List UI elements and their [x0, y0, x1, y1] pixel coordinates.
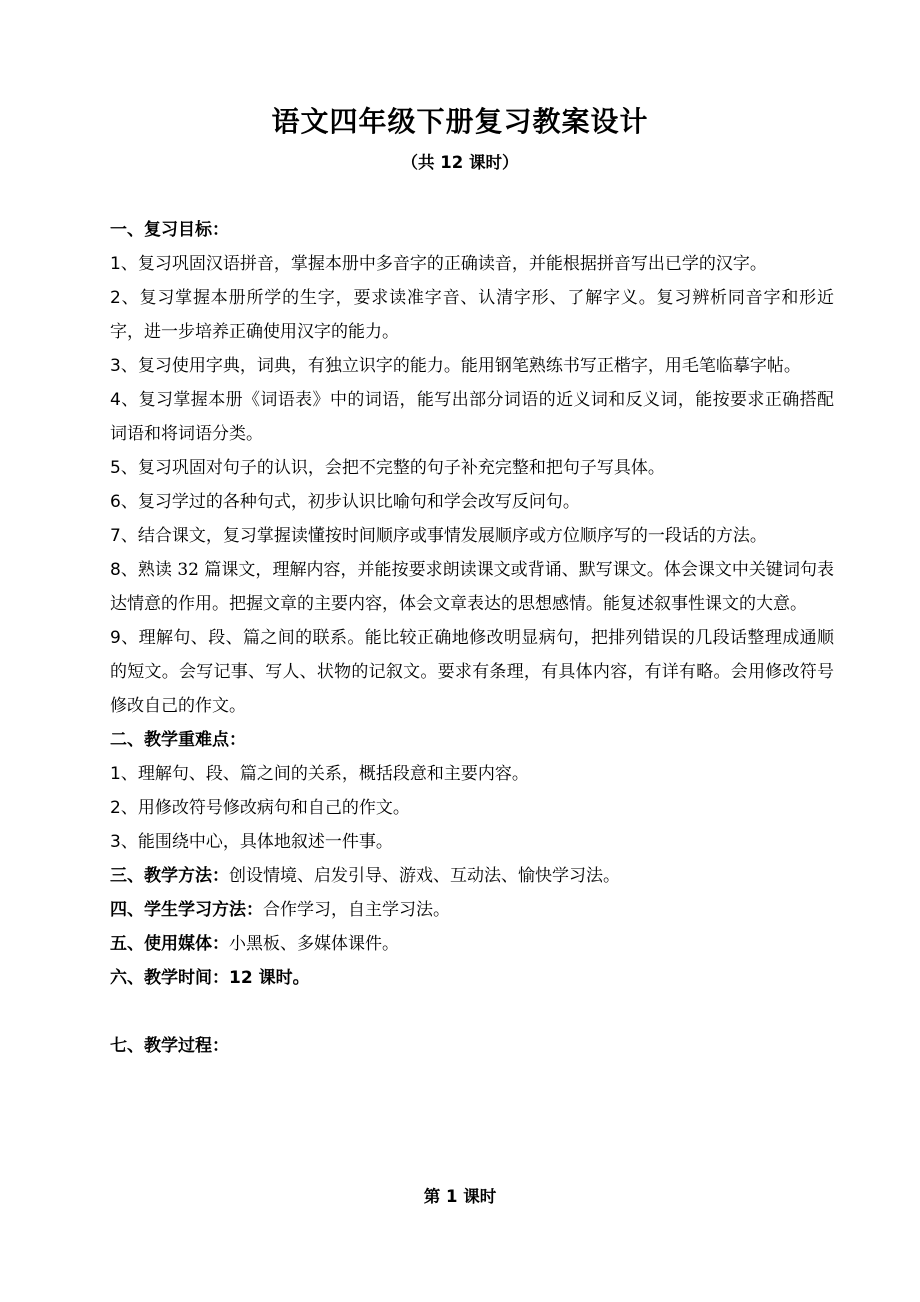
- list-item: [110, 825, 834, 859]
- list-item: [110, 553, 834, 621]
- item-number: 1: [110, 254, 121, 274]
- list-item: [110, 621, 834, 723]
- item-text: 、能围绕中心，具体地叙述一件事。: [120, 832, 393, 852]
- section-heading-goals: 一、复习目标：: [110, 220, 229, 240]
- student-methods-text: 合作学习，自主学习法。: [263, 900, 450, 920]
- item-text: 、复习学过的各种句式，初步认识比喻句和学会改写反问句。: [120, 492, 580, 512]
- list-item: [110, 451, 834, 485]
- list-item: [110, 519, 834, 553]
- list-item: [110, 247, 834, 281]
- item-text: 、用修改符号修改病句和自己的作文。: [120, 798, 410, 818]
- document-body: [110, 213, 834, 1063]
- item-text: 、理解句、段、篇之间的联系。能比较正确地修改明显病句，把排列错误的几段话整理成通顺的短文。会写记事、写人、状物的记叙文。要求有条理，有具体内容，有详有略。会用修改符号修改自己的作文。: [110, 628, 834, 716]
- list-item: [110, 383, 834, 451]
- student-methods-label: 四、学生学习方法：: [110, 900, 263, 920]
- section-heading-key-points: 二、教学重难点：: [110, 730, 246, 750]
- item-text: 、复习使用字典，词典，有独立识字的能力。能用钢笔熟练书写正楷字，用毛笔临摹字帖。: [120, 356, 801, 376]
- page-subtitle: （共 12 课时）: [401, 153, 519, 172]
- item-number: 6: [110, 492, 121, 512]
- list-item: [110, 349, 834, 383]
- methods-line: [110, 859, 834, 893]
- goals-list: [110, 247, 834, 723]
- item-number: 1: [110, 764, 121, 784]
- key-points-list: [110, 757, 834, 859]
- media-line: [110, 927, 834, 961]
- item-text: 、结合课文，复习掌握读懂按时间顺序或事情发展顺序或方位顺序写的一段话的方法。: [120, 526, 767, 546]
- spacer: [110, 995, 834, 1029]
- item-text: 、熟读 32 篇课文，理解内容，并能按要求朗读课文或背诵、默写课文。体会课文中关键词句表达情意的作用。把握文章的主要内容，体会文章表达的思想感情。能复述叙事性课文的大意。: [110, 560, 834, 614]
- item-text: 、复习掌握本册所学的生字，要求读准字音、认清字形、了解字义。复习辨析同音字和形近字，进一步培养正确使用汉字的能力。: [110, 288, 834, 342]
- list-item: [110, 791, 834, 825]
- item-text: 、理解句、段、篇之间的关系，概括段意和主要内容。: [120, 764, 529, 784]
- item-number: 2: [110, 798, 121, 818]
- item-number: 2: [110, 288, 121, 308]
- item-text: 、复习掌握本册《词语表》中的词语，能写出部分词语的近义词和反义词，能按要求正确搭配词语和将词语分类。: [110, 390, 834, 444]
- methods-label: 三、教学方法：: [110, 866, 229, 886]
- list-item: [110, 485, 834, 519]
- item-number: 9: [110, 628, 121, 648]
- item-text: 、复习巩固对句子的认识，会把不完整的句子补充完整和把句子写具体。: [120, 458, 665, 478]
- page-title: 语文四年级下册复习教案设计: [271, 105, 649, 138]
- item-number: 4: [110, 390, 121, 410]
- item-text: 、复习巩固汉语拼音，掌握本册中多音字的正确读音，并能根据拼音写出已学的汉字。: [120, 254, 767, 274]
- list-item: [110, 281, 834, 349]
- item-number: 3: [110, 356, 121, 376]
- time-line: 六、教学时间：12 课时。: [110, 968, 310, 988]
- media-label: 五、使用媒体：: [110, 934, 229, 954]
- item-number: 8: [110, 560, 121, 580]
- item-number: 3: [110, 832, 121, 852]
- item-number: 5: [110, 458, 121, 478]
- list-item: [110, 757, 834, 791]
- student-methods-line: [110, 893, 834, 927]
- methods-text: 创设情境、启发引导、游戏、互动法、愉快学习法。: [229, 866, 620, 886]
- item-number: 7: [110, 526, 121, 546]
- lesson-heading: 第 1 课时: [423, 1187, 497, 1206]
- media-text: 小黑板、多媒体课件。: [229, 934, 399, 954]
- section-heading-process: 七、教学过程：: [110, 1036, 229, 1056]
